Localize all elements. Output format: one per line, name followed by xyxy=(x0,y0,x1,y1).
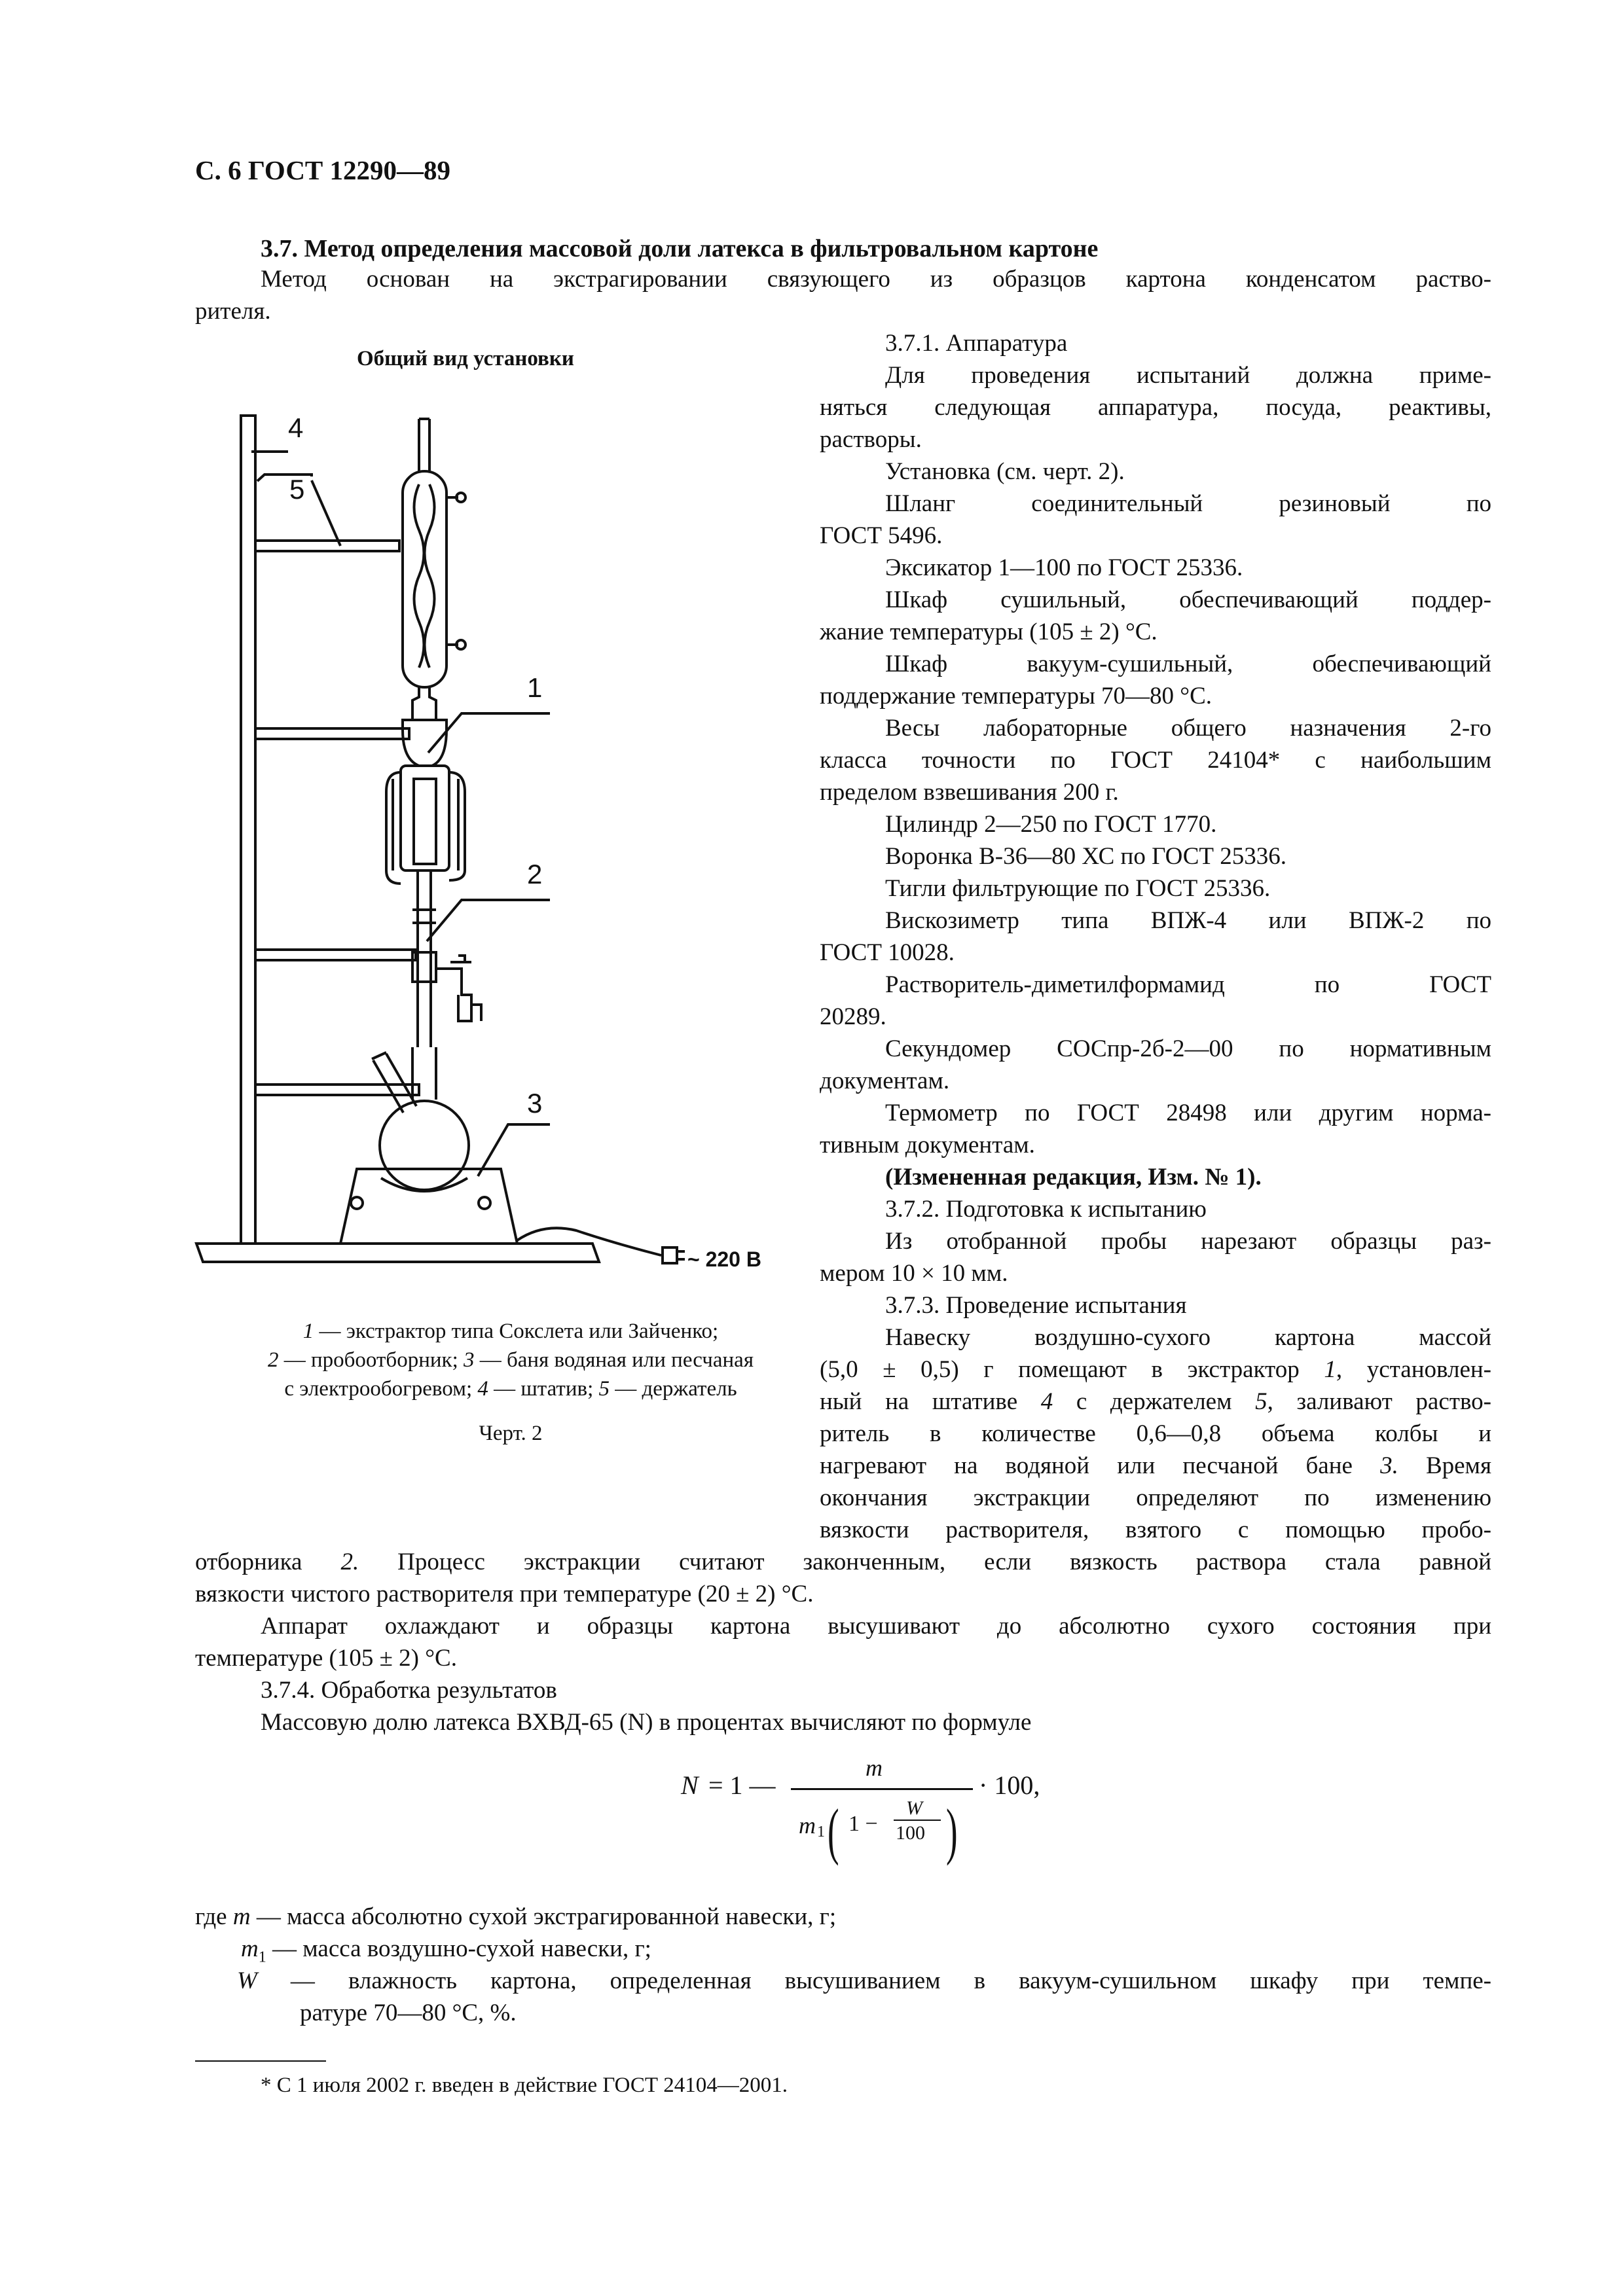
r-line: класса точности по ГОСТ 24104* с наибольшим xyxy=(820,747,1491,774)
r-line: Шкаф сушильный, обеспечивающий поддер- xyxy=(885,586,1491,613)
r-line: растворы. xyxy=(820,426,922,453)
r-line: (5,0 ± 0,5) г помещают в экстрактор 1, установлен- xyxy=(820,1356,1491,1383)
figure-caption-line-1: 1 — экстрактор типа Сокслета или Зайченко; xyxy=(302,1319,719,1343)
section-title: 3.7. Метод определения массовой доли латекса в фильтровальном картоне xyxy=(261,235,1099,262)
r-line: мером 10 × 10 мм. xyxy=(820,1260,1008,1287)
r-line: Секундомер СОСпр-2б-2—00 по нормативным xyxy=(885,1035,1491,1062)
r-line: Вискозиметр типа ВПЖ-4 или ВПЖ-2 по xyxy=(885,907,1491,934)
r-line: Шкаф вакуум-сушильный, обеспечивающий xyxy=(885,651,1491,677)
r-line: ный на штативе 4 с держателем 5, заливают раство- xyxy=(820,1388,1491,1415)
r-line: Установка (см. черт. 2). xyxy=(885,458,1125,485)
r-line: окончания экстракции определяют по изменению xyxy=(820,1484,1491,1511)
figure-caption-line-2: 2 — пробоотборник; 3 — баня водяная или песчаная xyxy=(267,1348,754,1372)
where-line-m: где m — масса абсолютно сухой экстрагированной навески, г; xyxy=(195,1903,837,1930)
label-3: 3 xyxy=(527,1088,543,1119)
r-line: жание температуры (105 ± 2) °С. xyxy=(820,619,1158,645)
formula: N = 1 — m m 1 ( 1 − W 100 ) · 100, xyxy=(681,1755,1040,1866)
r-3-7-2: 3.7.2. Подготовка к испытанию xyxy=(885,1196,1207,1223)
r-line: документам. xyxy=(820,1067,950,1094)
r-3-7-3: 3.7.3. Проведение испытания xyxy=(885,1292,1187,1319)
body-line: Массовую долю латекса ВХВД-65 (N) в процентах вычисляют по формуле xyxy=(261,1709,1032,1736)
r-line: Шланг соединительный резиновый по xyxy=(885,490,1491,517)
r-3-7-1: 3.7.1. Аппаратура xyxy=(885,330,1068,357)
where-line-w: W — влажность картона, определенная высушиванием в вакуум-сушильном шкафу при темпе- xyxy=(237,1967,1491,1994)
body-line: Аппарат охлаждают и образцы картона высушивают до абсолютно сухого состояния при xyxy=(261,1613,1491,1640)
figure-title: Общий вид установки xyxy=(357,347,574,370)
intro-line-1: Метод основан на экстрагировании связующего из образцов картона конденсатом раство- xyxy=(261,266,1491,293)
r-line: Навеску воздушно-сухого картона массой xyxy=(885,1324,1491,1351)
r-line: Цилиндр 2—250 по ГОСТ 1770. xyxy=(885,811,1217,838)
r-line: ритель в количестве 0,6—0,8 объема колбы и xyxy=(820,1420,1491,1447)
r-line: Воронка В-36—80 ХС по ГОСТ 25336. xyxy=(885,843,1287,870)
label-voltage: ~ 220 В xyxy=(687,1247,761,1271)
page-header: С. 6 ГОСТ 12290—89 xyxy=(195,155,451,185)
r-line: 20289. xyxy=(820,1003,886,1030)
body-line: температуре (105 ± 2) °С. xyxy=(195,1645,457,1672)
section-3-7-4: 3.7.4. Обработка результатов xyxy=(261,1677,557,1704)
footnote: * С 1 июля 2002 г. введен в действие ГОСТ 24104—2001. xyxy=(261,2073,788,2097)
condenser-tube xyxy=(419,419,429,471)
body-line: вязкости чистого растворителя при температуре (20 ± 2) °С. xyxy=(195,1581,814,1607)
amendment-note: (Измененная редакция, Изм. № 1). xyxy=(885,1164,1262,1191)
r-line: Весы лабораторные общего назначения 2-го xyxy=(885,715,1491,742)
extractor-body xyxy=(401,766,449,870)
r-line: тивным документам. xyxy=(820,1132,1035,1158)
r-line: Для проведения испытаний должна приме- xyxy=(885,362,1491,389)
r-line: ГОСТ 5496. xyxy=(820,522,943,549)
r-line: Тигли фильтрующие по ГОСТ 25336. xyxy=(885,875,1271,902)
label-1: 1 xyxy=(527,672,543,703)
holder-bar-3 xyxy=(255,950,416,960)
flask xyxy=(380,1101,469,1190)
r-line: нагревают на водяной или песчаной бане 3. Время xyxy=(820,1452,1491,1479)
apparatus-drawing xyxy=(190,393,858,1296)
r-line: вязкости растворителя, взятого с помощью пробо- xyxy=(820,1516,1491,1543)
r-line: поддержание температуры 70—80 °С. xyxy=(820,683,1213,709)
r-line: Из отобранной пробы нарезают образцы раз- xyxy=(885,1228,1491,1255)
holder-bar-2 xyxy=(255,728,409,739)
figure-number: Черт. 2 xyxy=(479,1422,543,1445)
intro-line-2: рителя. xyxy=(195,298,271,325)
label-2: 2 xyxy=(527,859,543,889)
r-line: няться следующая аппаратура, посуда, реактивы, xyxy=(820,394,1491,421)
stand-rod xyxy=(241,416,255,1244)
holder-bar-4 xyxy=(255,1085,419,1095)
label-4: 4 xyxy=(288,412,304,443)
r-line: Эксикатор 1—100 по ГОСТ 25336. xyxy=(885,554,1243,581)
label-5: 5 xyxy=(289,474,305,505)
r-line: ГОСТ 10028. xyxy=(820,939,955,966)
where-line-m1: $m_1$ — масса воздушно-сухой навески, г; xyxy=(241,1935,651,1966)
body-line: отборника 2. Процесс экстракции считают законченным, если вязкость раствора стала равной xyxy=(195,1549,1491,1575)
r-line: пределом взвешивания 200 г. xyxy=(820,779,1119,806)
r-line: Растворитель-диметилформамид по ГОСТ xyxy=(885,971,1491,998)
where-line-w-cont: ратуре 70—80 °С, %. xyxy=(300,2000,517,2026)
holder-bar-1 xyxy=(255,541,399,551)
figure-caption-line-3: с электрообогревом; 4 — штатив; 5 — держатель xyxy=(284,1377,737,1401)
footnote-rule xyxy=(195,2060,326,2062)
r-line: Термометр по ГОСТ 28498 или другим норма- xyxy=(885,1100,1491,1126)
stand-base xyxy=(196,1244,599,1262)
